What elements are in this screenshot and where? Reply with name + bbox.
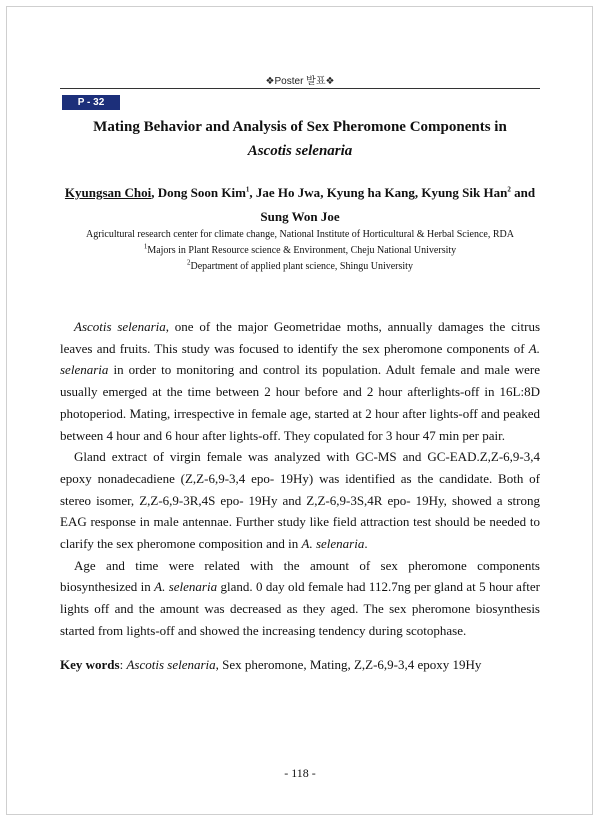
abstract-body	[60, 316, 540, 675]
paper-title	[0, 115, 600, 163]
keywords-colon: :	[119, 656, 127, 672]
keywords-label: Key words	[60, 656, 120, 672]
species-name: A. selenaria	[154, 579, 218, 595]
section-header: ❖Poster 발표❖	[265, 76, 335, 87]
keywords-line	[60, 654, 540, 676]
author-5: Kyung Sik Han	[421, 185, 508, 200]
species-name: Ascotis selenaria	[74, 319, 166, 334]
affiliation-2	[0, 243, 600, 259]
title-line-2: Ascotis selenaria	[247, 143, 353, 159]
affiliation-3	[0, 259, 600, 275]
species-name: A. selenaria	[60, 340, 540, 378]
species-name: A. selenaria	[301, 536, 365, 552]
author-3: Jae Ho Jwa	[255, 185, 321, 200]
author-first: Kyungsan Choi	[64, 185, 152, 200]
affiliation-3-sup: 2	[187, 258, 191, 267]
author-and: and	[514, 185, 536, 200]
author-2-sup: 1	[245, 185, 250, 194]
poster-number-badge: P - 32	[62, 95, 120, 110]
keywords-rest: , Sex pheromone, Mating, Z,Z-6,9-3,4 epoxy 19Hy	[215, 656, 482, 672]
author-list: Kyungsan Choi, Dong Soon Kim$^1$, Jae Ho Jwa, Kyung ha Kang, Kyung Sik Han$^2$ and Sung Won Joe	[64, 185, 536, 224]
author-6: Sung Won Joe	[260, 209, 340, 224]
affiliation-2-text: Majors in Plant Resource science & Environment, Cheju National University	[147, 245, 457, 256]
author-2: Dong Soon Kim	[157, 185, 246, 200]
author-4: Kyung ha Kang	[326, 185, 415, 200]
affiliation-3-text: Department of applied plant science, Shingu University	[190, 261, 413, 272]
abstract-text: in order to monitoring and control its population. Adult female and male were usually emerged at the time between 2 hour before and 2 hour afterlights-off in 16L:8D photoperiod. Mating, irrespective in female age, started at 2 hour after lights-off and peaked between 4 hour and 6 hour after lights-off. They copulated for 3 hour 47 min per pair.	[60, 362, 540, 443]
abstract-text: gland. 0 day old female had 112.7ng per gland at 5 hour after lights off and the amount was decreased as they aged. The sex pheromone biosynthesis started from lights-off and showed the increasing tendency during scotophase.	[60, 579, 540, 638]
affiliation-1	[0, 227, 600, 243]
affiliation-2-sup: 1	[143, 242, 148, 251]
abstract-text: .	[364, 536, 368, 552]
author-5-sup: 2	[507, 185, 511, 194]
abstract-paragraph-1	[60, 316, 540, 446]
keywords-species: Ascotis selenaria	[126, 656, 216, 672]
header-rule	[60, 88, 540, 89]
abstract-text: Gland extract of virgin female was analyzed with GC-MS and GC-EAD.Z,Z-6,9-3,4 epoxy nonadecadiene (Z,Z-6,9-3,4 epo- 19Hy) was identified as the candidate. Both of stereo isomer, Z,Z-6,9-3R,4S epo- 19Hy and Z,Z-6,9-3S,4R epo- 19Hy, showed a strong EAG response in male antennae. Further study like field attraction test should be needed to clarify the sex pheromone composition and in	[60, 449, 540, 552]
abstract-paragraph-2	[60, 446, 540, 555]
title-line-1: Mating Behavior and Analysis of Sex Pheromone Components in	[93, 119, 507, 135]
affiliation-1-text: Agricultural research center for climate change, National Institute of Horticultural & Herbal Science, RDA	[86, 229, 514, 240]
page-number: - 118 -	[284, 766, 316, 780]
abstract-text: , one of the major Geometridae moths, annually damages the citrus leaves and fruits. This study was focused to identify the sex pheromone components of	[60, 319, 541, 356]
abstract-paragraph-3	[60, 555, 540, 642]
abstract-text: Age and time were related with the amount of sex pheromone components biosynthesized in	[60, 557, 540, 595]
